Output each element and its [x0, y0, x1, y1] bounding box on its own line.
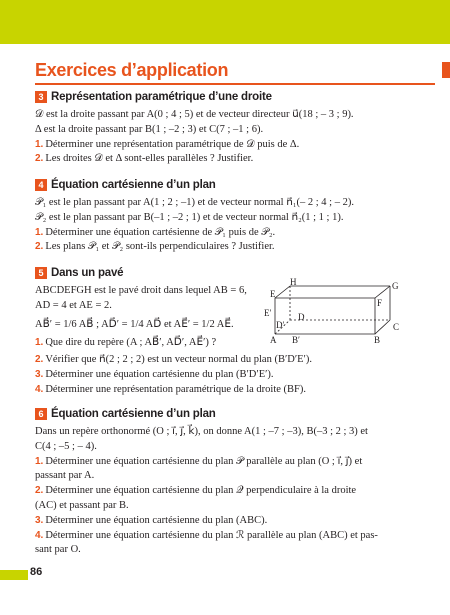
exercise-heading: Équation cartésienne d’un plan [51, 408, 216, 420]
question-1: 1. Déterminer une représentation paramétrique de 𝒟 puis de Δ. [35, 138, 300, 150]
exercise-text-line: 𝒫₁ est le plan passant par A(1 ; 2 ; –1) et de vecteur normal n⃗₁(– 2 ; 4 ; – 2). [35, 197, 354, 208]
figure-label: B [374, 335, 381, 345]
exercise-text-line: ABCDEFGH est le pavé droit dans lequel AB = 6, [35, 285, 247, 296]
figure-label: H [290, 277, 297, 287]
question-4: 4. Déterminer une représentation paramétrique de la droite (BF). [35, 383, 306, 395]
exercise-text-line: Dans un repère orthonormé (O ; i⃗, j⃗, k⃗), on donne A(1 ; –7 ; –3), B(–3 ; 2 ; 3) et [35, 426, 368, 437]
figure-label: B′ [292, 335, 300, 345]
question-3: 3. Déterminer une équation cartésienne du plan (ABC). [35, 514, 268, 526]
exercise-text-line: AD = 4 et AE = 2. [35, 299, 112, 311]
footer-color-band [0, 570, 28, 580]
exercise-number-badge: 5 [35, 267, 47, 279]
exercise-number-badge: 4 [35, 179, 47, 191]
question-2: 2. Déterminer une équation cartésienne du plan 𝒬 perpendiculaire à la droite [35, 485, 357, 497]
page-title-block [35, 60, 450, 86]
question-3: 3. Déterminer une équation cartésienne du plan (B′D′E′). [35, 368, 274, 380]
exercise-heading: Dans un pavé [51, 267, 124, 279]
top-color-band [0, 0, 450, 44]
question-2: 2. Vérifier que n⃗(2 ; 2 ; 2) est un vecteur normal du plan (B′D′E′). [35, 354, 312, 365]
exercise-heading: Représentation paramétrique d’une droite [51, 91, 272, 103]
exercise-6 [35, 406, 420, 558]
corner-tab [442, 62, 450, 78]
question-1: 1. Déterminer une équation cartésienne de 𝒫₁ puis de 𝒫₂. [35, 226, 276, 238]
exercise-text-line: 𝒫₂ est le plan passant par B(–1 ; –2 ; 1) et de vecteur normal n⃗₂(1 ; 1 ; 1). [35, 211, 344, 223]
question-1: 1. Déterminer une équation cartésienne du plan 𝒫 parallèle au plan (O ; i⃗, j⃗) et [35, 455, 363, 467]
question-2-continued: (AC) et passant par B. [35, 499, 129, 511]
figure-label: D′ [276, 320, 285, 330]
question-2: 2. Les plans 𝒫₁ et 𝒫₂ sont-ils perpendiculaires ? Justifier. [35, 241, 275, 253]
question-2: 2. Les droites 𝒟 et Δ sont-elles parallèles ? Justifier. [35, 153, 254, 165]
question-4-continued: sant par O. [35, 544, 81, 556]
exercise-heading: Équation cartésienne d’un plan [51, 179, 216, 191]
figure-label: E [270, 289, 276, 299]
exercise-5 [35, 265, 275, 350]
exercise-text-line: C(4 ; –5 ; – 4). [35, 440, 97, 452]
question-4: 4. Déterminer une équation cartésienne du plan ℛ parallèle au plan (ABC) et pas- [35, 529, 378, 541]
exercise-number-badge: 3 [35, 91, 47, 103]
question-1-continued: passant par A. [35, 470, 95, 482]
figure-label: E′ [264, 308, 272, 318]
page-title: Exercices d’application [35, 60, 229, 80]
exercise-text-line: 𝒟 est la droite passant par A(0 ; 4 ; 5) et de vecteur directeur u⃗(18 ; – 3 ; 9). [35, 109, 354, 120]
exercise-4 [35, 177, 420, 255]
figure-label: G [392, 281, 399, 291]
exercise-text-line: AB⃗′ = 1/6 AB⃗ ; AD⃗′ = 1/4 AD⃗ et AE⃗′ = 1/2 AE⃗. [35, 318, 234, 330]
figure-label: F [377, 298, 383, 308]
question-1: 1. Que dire du repère (A ; AB⃗′, AD⃗′, AE⃗′) ? [35, 336, 217, 348]
exercise-number-badge: 6 [35, 408, 47, 420]
figure-label: A [270, 335, 277, 345]
page-number: 86 [30, 566, 43, 578]
exercise-text-line: Δ est la droite passant par B(1 ; –2 ; 3) et C(7 ; –1 ; 6). [35, 123, 264, 135]
exercise-3 [35, 89, 420, 167]
figure-label: C [393, 322, 400, 332]
figure-label: D [298, 312, 305, 322]
cuboid-figure [264, 277, 410, 348]
title-underline [35, 83, 435, 85]
exercise-5-questions [35, 353, 420, 397]
